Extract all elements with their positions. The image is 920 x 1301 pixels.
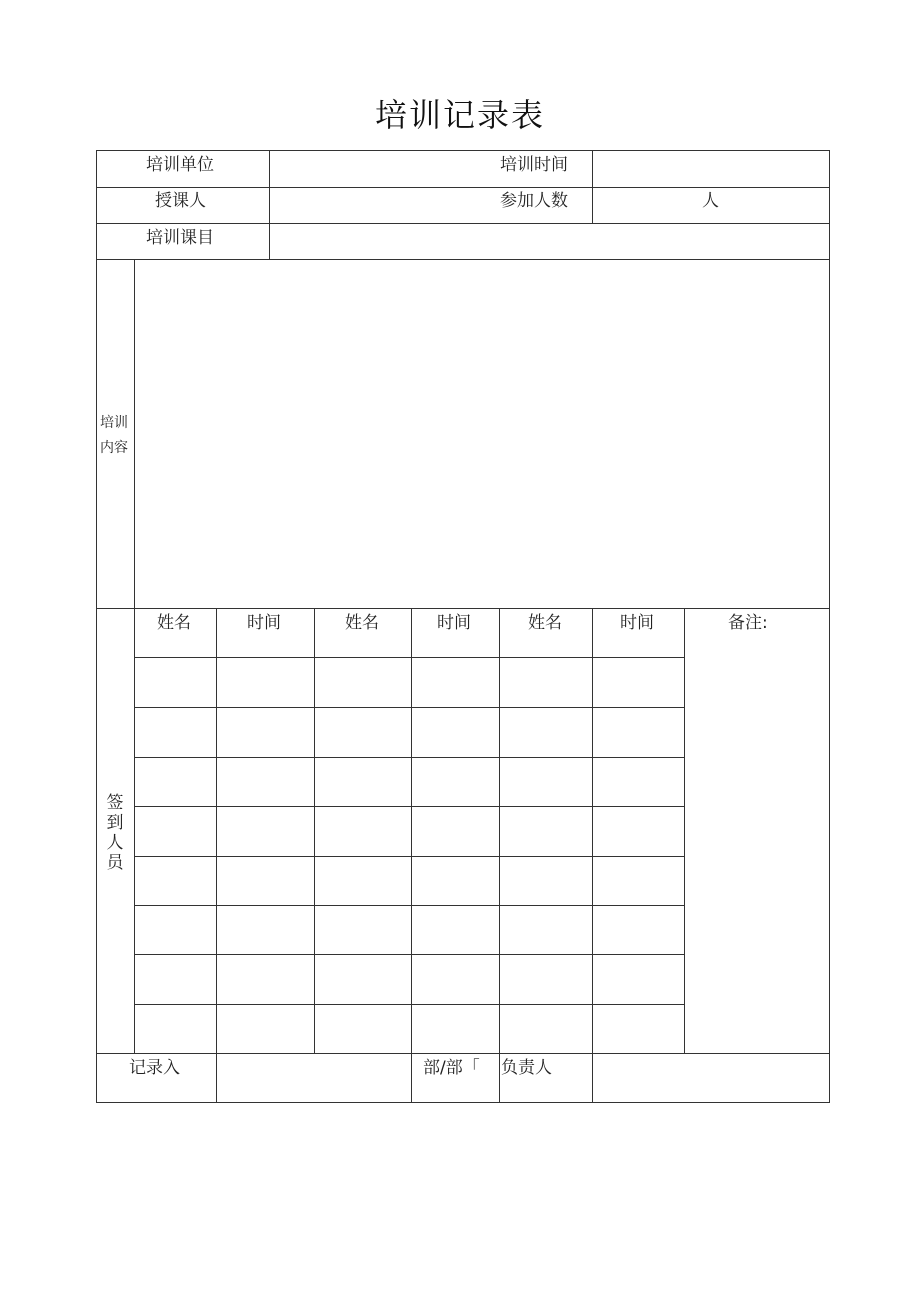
col-time-3: 时间	[620, 613, 654, 633]
course-field[interactable]	[270, 224, 829, 259]
lead-label: 负责人	[501, 1058, 552, 1078]
remark-label: 备注:	[728, 613, 768, 633]
content-label-line1: 培训	[100, 415, 128, 431]
remark-field[interactable]	[685, 640, 829, 1053]
page-title: 培训记录表	[374, 96, 545, 134]
course-label: 培训课目	[146, 228, 214, 248]
col-name-2: 姓名	[345, 613, 379, 633]
teacher-label: 授课人	[155, 191, 206, 211]
lead-field[interactable]	[593, 1054, 829, 1102]
recorder-label: 记录入	[129, 1058, 180, 1078]
content-label-line2: 内容	[100, 440, 128, 456]
recorder-field[interactable]	[217, 1054, 411, 1102]
department-label: 部/部「	[423, 1058, 480, 1078]
col-name-1: 姓名	[157, 613, 191, 633]
col-time-1: 时间	[247, 613, 281, 633]
participant-count-unit: 人	[702, 191, 719, 211]
col-time-2: 时间	[437, 613, 471, 633]
training-unit-label: 培训单位	[146, 155, 214, 175]
signin-label: 签到人员	[106, 793, 124, 873]
col-name-3: 姓名	[528, 613, 562, 633]
participant-count-label: 参加人数	[500, 191, 568, 211]
training-time-label: 培训时间	[500, 155, 568, 175]
content-field[interactable]	[135, 260, 829, 608]
training-time-field[interactable]	[593, 151, 829, 187]
